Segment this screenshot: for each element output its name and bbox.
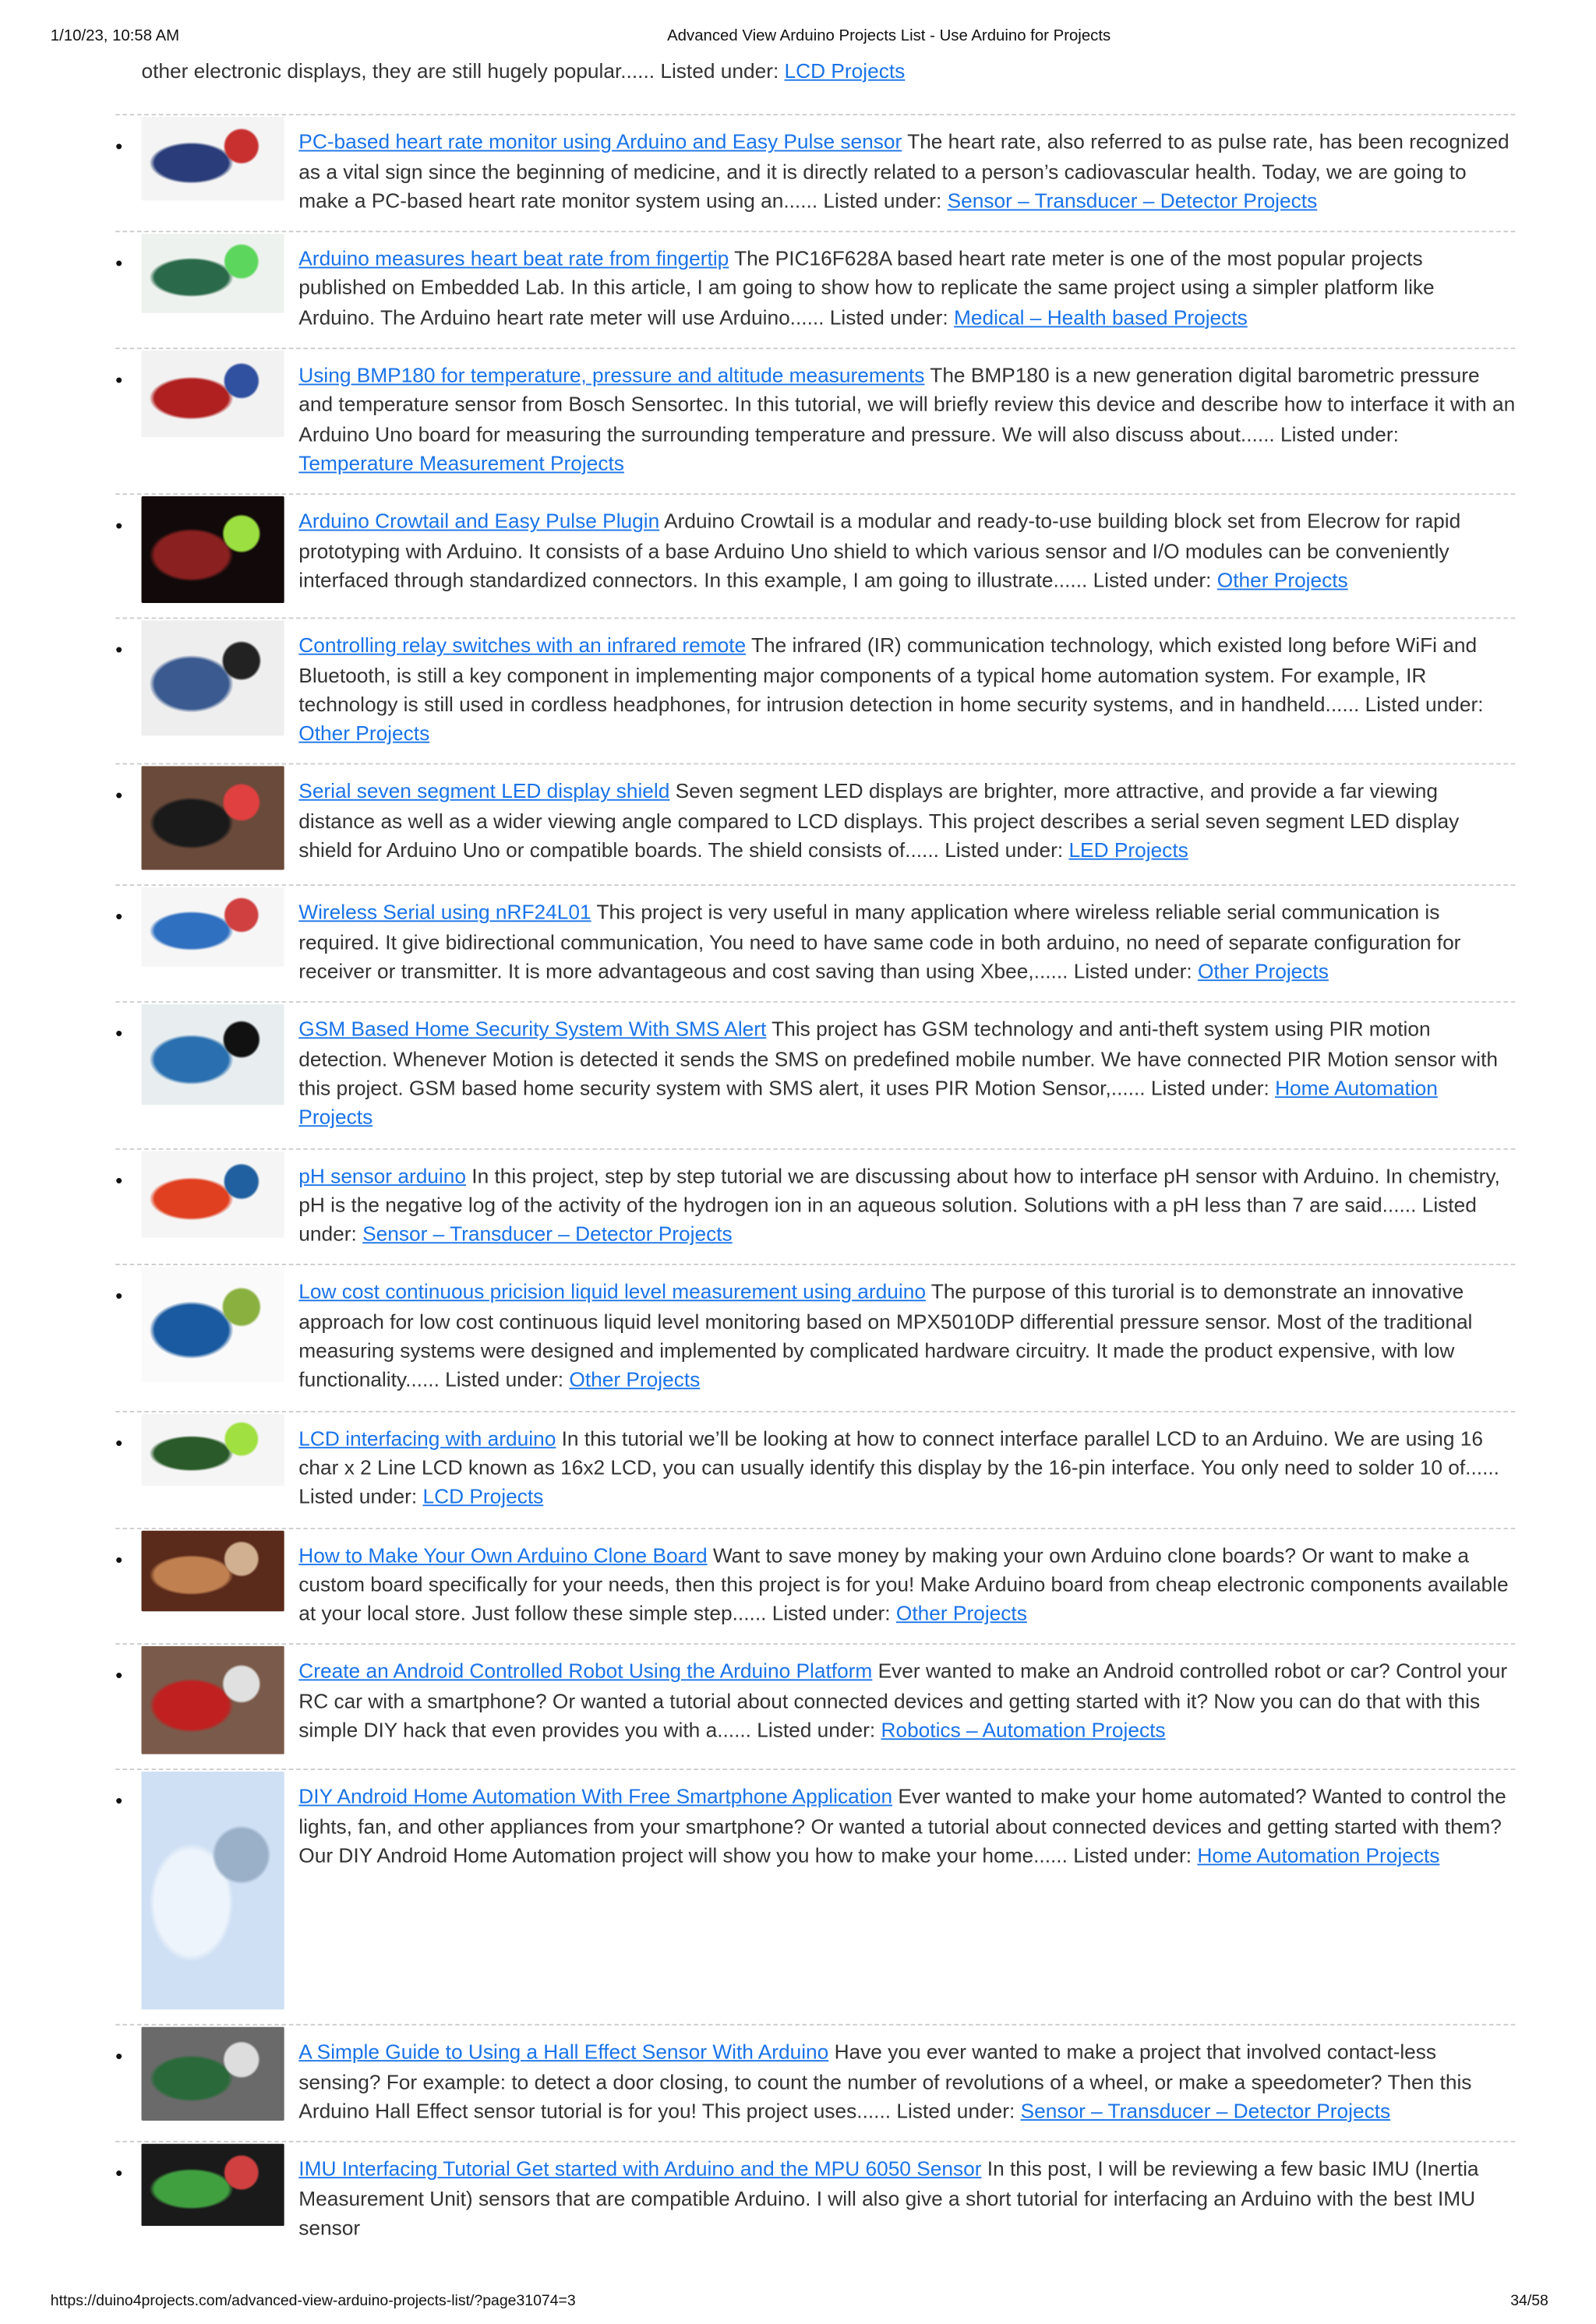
list-item <box>115 1410 1515 1527</box>
project-thumbnail[interactable] <box>141 118 284 201</box>
project-text <box>298 362 1515 479</box>
list-item <box>115 1148 1515 1264</box>
print-footer <box>0 2258 1596 2324</box>
project-title-link[interactable]: Using BMP180 for temperature, pressure and altitude measurements <box>298 365 925 389</box>
bullet-icon: • <box>115 905 123 929</box>
list-item <box>115 1769 1515 2025</box>
project-text <box>298 778 1515 871</box>
category-link[interactable]: LCD Projects <box>422 1486 544 1510</box>
project-thumbnail[interactable] <box>141 1647 284 1755</box>
category-link[interactable]: Robotics – Automation Projects <box>881 1719 1166 1743</box>
project-text <box>298 245 1515 333</box>
project-title-link[interactable]: Serial seven segment LED display shield <box>298 781 670 805</box>
project-title-link[interactable]: pH sensor arduino <box>298 1165 466 1188</box>
list-item <box>115 2025 1515 2142</box>
list-item <box>115 763 1515 885</box>
project-description: The infrared (IR) communication technology, which existed long before WiFi and Bluetooth, is still a key component in implementing major components of a typical home automation system. For example, IR technology is still used in cordless headphones, for intrusion detection in home security systems, and in handheld...... Listed under: <box>298 635 1484 718</box>
project-title-link[interactable]: GSM Based Home Security System With SMS Alert <box>298 1018 767 1042</box>
project-description: Ever wanted to make your home automated? Wanted to control the lights, fan, and other appliances from your smartphone? Or wanted a tutorial about connected devices and getting started with them? Our DIY Android Home Automation project will show you how to make your home...... Listed under: <box>298 1786 1506 1868</box>
project-description: This project is very useful in many application where wireless reliable serial communication is required. It give bidirectional communication, You need to have same code in both arduino, no need of separate configuration for receiver or transmitter. It is more advantageous and cost saving than using Xbee,...... Listed under: <box>298 902 1461 984</box>
project-description: This project has GSM technology and anti-theft system using PIR motion detection. Whenever Motion is detected it sends the SMS on predefined mobile number. We have connected PIR Motion sensor with this project. GSM based home security system with SMS alert, it uses PIR Motion Sensor,...... Listed under: <box>298 1018 1498 1101</box>
project-description: Seven segment LED displays are brighter, more attractive, and provide a far viewing distance as well as a wider viewing angle compared to LCD displays. This project describes a serial seven segment LED display shield for Arduino Uno or compatible boards. The shield consists of...... Listed under: <box>298 781 1460 863</box>
bullet-icon: • <box>115 368 123 391</box>
bullet-icon: • <box>115 1168 123 1191</box>
project-description: Arduino Crowtail is a modular and ready-to-use building block set from Elecrow for rapid prototyping with Arduino. It consists of a base Arduino Uno shield to which various sensor and I/O modules can be conveniently interfaced through standardized connectors. In this example, I am going to illustrate...... Listed under: <box>298 510 1461 593</box>
project-title-link[interactable]: Arduino measures heart beat rate from fingertip <box>298 248 729 272</box>
project-text <box>298 2156 1515 2244</box>
project-title-link[interactable]: Arduino Crowtail and Easy Pulse Plugin <box>298 510 660 534</box>
list-item <box>115 231 1515 348</box>
bullet-icon: • <box>115 1546 123 1571</box>
category-link[interactable]: Sensor – Transducer – Detector Projects <box>947 190 1318 213</box>
category-link[interactable]: LED Projects <box>1068 839 1188 863</box>
bullet-icon: • <box>115 134 123 158</box>
project-description: Ever wanted to make an Android controlled robot or car? Control your RC car with a smartphone? Or wanted a tutorial about connected devices and getting started with it? Now you can do that with this simple DIY hack that even provides you with a...... Listed under: <box>298 1661 1508 1743</box>
list-item <box>115 115 1515 231</box>
project-thumbnail[interactable] <box>141 1268 284 1383</box>
bullet-icon: • <box>115 2044 123 2068</box>
category-link[interactable]: Other Projects <box>895 1603 1027 1627</box>
project-thumbnail[interactable] <box>141 351 284 437</box>
project-text <box>298 1016 1515 1133</box>
project-thumbnail[interactable] <box>141 1772 284 2011</box>
bullet-icon: • <box>115 1789 123 1813</box>
print-page-number: 34/58 <box>1510 2292 1548 2310</box>
category-link[interactable]: Other Projects <box>1216 570 1348 593</box>
project-title-link[interactable]: LCD interfacing with arduino <box>298 1427 556 1451</box>
project-title-link[interactable]: Wireless Serial using nRF24L01 <box>298 902 591 926</box>
category-link[interactable]: Other Projects <box>298 722 430 746</box>
project-text <box>298 129 1515 217</box>
project-text <box>298 1425 1515 1513</box>
project-thumbnail[interactable] <box>141 1004 284 1106</box>
project-thumbnail[interactable] <box>141 1413 284 1486</box>
project-title-link[interactable]: PC-based heart rate monitor using Arduino and Easy Pulse sensor <box>298 132 902 155</box>
project-thumbnail[interactable] <box>141 2144 284 2227</box>
category-link[interactable]: Medical – Health based Projects <box>953 307 1248 330</box>
project-text <box>298 1162 1515 1250</box>
category-link[interactable]: Temperature Measurement Projects <box>298 453 624 477</box>
project-thumbnail[interactable] <box>141 234 284 313</box>
project-thumbnail[interactable] <box>141 496 284 603</box>
project-thumbnail[interactable] <box>141 621 284 736</box>
project-description: The BMP180 is a new generation digital barometric pressure and temperature sensor from Bosch Sensortec. In this tutorial, we will briefly review this device and describe how to interface it with an Arduino Uno board for measuring the surrounding temperature and pressure. We will also discuss about...... Listed under: <box>298 365 1516 447</box>
lead-description: other electronic displays, they are still hugely popular...... Listed under: <box>141 60 785 84</box>
category-link[interactable]: Other Projects <box>1197 961 1329 984</box>
project-title-link[interactable]: IMU Interfacing Tutorial Get started with Arduino and the MPU 6050 Sensor <box>298 2158 982 2182</box>
project-text <box>298 1542 1515 1630</box>
project-title-link[interactable]: Low cost continuous pricision liquid level measurement using arduino <box>298 1282 926 1305</box>
print-datetime: 1/10/23, 10:58 AM <box>50 27 180 45</box>
project-thumbnail[interactable] <box>141 2027 284 2121</box>
category-link[interactable]: Home Automation Projects <box>298 1077 1438 1130</box>
project-title-link[interactable]: Create an Android Controlled Robot Using the Arduino Platform <box>298 1661 873 1684</box>
project-text <box>298 2039 1515 2127</box>
project-description: The heart rate, also referred to as pulse rate, has been recognized as a vital sign since the beginning of medicine, and it is directly related to a person’s cadiovascular health. Today, we are going to make a PC-based heart rate monitor system using an...... Listed under: <box>298 132 1509 213</box>
project-text <box>298 1658 1515 1754</box>
list-item <box>115 2141 1515 2258</box>
category-link[interactable]: Other Projects <box>569 1369 701 1393</box>
bullet-icon: • <box>115 251 123 275</box>
list-item <box>115 347 1515 493</box>
project-thumbnail[interactable] <box>141 1530 284 1611</box>
project-description: Have you ever wanted to make a project that involved contact-less sensing? For example: to detect a door closing, to count the number of revolutions of a wheel, or make a speedometer? Then this Arduino Hall Effect sensor tutorial is for you! This project uses...... Listed under: <box>298 2041 1472 2124</box>
project-title-link[interactable]: A Simple Guide to Using a Hall Effect Sensor With Arduino <box>298 2041 829 2065</box>
list-item <box>115 1264 1515 1410</box>
project-text <box>298 1783 1515 2010</box>
print-page-title: Advanced View Arduino Projects List - Use Arduino for Projects <box>667 27 1111 45</box>
project-description: In this post, I will be reviewing a few basic IMU (Inertia Measurement Unit) sensors that are compatible Arduino. I will also give a short tutorial for interfacing an Arduino with the best IMU sensor <box>298 2158 1479 2241</box>
bullet-icon: • <box>115 637 123 661</box>
project-description: Want to save money by making your own Arduino clone boards? Or want to make a custom board specifically for your needs, then this project is for you! Make Arduino board from cheap electronic components available at your local store. Just follow these simple step...... Listed under: <box>298 1544 1509 1627</box>
category-link[interactable]: Sensor – Transducer – Detector Projects <box>1020 2100 1391 2124</box>
project-description: In this tutorial we’ll be looking at how to connect interface parallel LCD to an Arduino. We are using 16 char x 2 Line LCD known as 16x2 LCD, you can usually identify this display by the 16-pin interface. You only need to solder 10 of...... Listed under: <box>298 1427 1500 1510</box>
category-link[interactable]: Home Automation Projects <box>1197 1845 1440 1868</box>
bullet-icon: • <box>115 2161 123 2185</box>
project-thumbnail[interactable] <box>141 888 284 968</box>
project-list <box>115 115 1515 2258</box>
category-link[interactable]: LCD Projects <box>784 60 906 84</box>
category-link[interactable]: Sensor – Transducer – Detector Projects <box>362 1223 733 1247</box>
list-item <box>115 1527 1515 1644</box>
bullet-icon: • <box>115 1430 123 1454</box>
print-url: https://duino4projects.com/advanced-view-arduino-projects-list/?page31074=3 <box>50 2292 576 2310</box>
project-text <box>298 633 1515 749</box>
list-item <box>115 494 1515 618</box>
list-item <box>115 618 1515 763</box>
project-description: The PIC16F628A based heart rate meter is one of the most popular projects published on Embedded Lab. In this article, I am going to show how to replicate the same project using a simpler platform like Arduino. The Arduino heart rate meter will use Arduino...... Listed under: <box>298 248 1435 330</box>
bullet-icon: • <box>115 1663 123 1687</box>
list-item <box>115 1002 1515 1148</box>
bullet-icon: • <box>115 1284 123 1308</box>
project-title-link[interactable]: DIY Android Home Automation With Free Smartphone Application <box>298 1786 893 1810</box>
project-thumbnail[interactable] <box>141 767 284 870</box>
project-description: The purpose of this turorial is to demonstrate an innovative approach for low cost continuous liquid level monitoring based on MPX5010DP differential pressure sensor. Most of the traditional measuring systems were designed and implemented by complicated hardware circuitry. It made the product expensive, with low functionality...... Listed under: <box>298 1282 1473 1393</box>
bullet-icon: • <box>115 513 123 538</box>
project-title-link[interactable]: Controlling relay switches with an infrared remote <box>298 635 747 658</box>
project-description: In this project, step by step tutorial we are discussing about how to interface pH sensor with Arduino. In chemistry, pH is the negative log of the activity of the hydrogen ion in an aqueous solution. Solutions with a pH less than 7 are said...... Listed under: <box>298 1165 1500 1247</box>
project-text <box>298 1278 1515 1395</box>
print-header <box>0 0 1596 58</box>
bullet-icon: • <box>115 784 123 807</box>
project-text <box>298 508 1515 603</box>
list-item <box>115 1644 1515 1769</box>
bullet-icon: • <box>115 1021 123 1046</box>
project-text <box>298 899 1515 987</box>
project-thumbnail[interactable] <box>141 1151 284 1237</box>
lead-text <box>141 58 1512 87</box>
project-title-link[interactable]: How to Make Your Own Arduino Clone Board <box>298 1544 708 1568</box>
list-item <box>115 885 1515 1002</box>
